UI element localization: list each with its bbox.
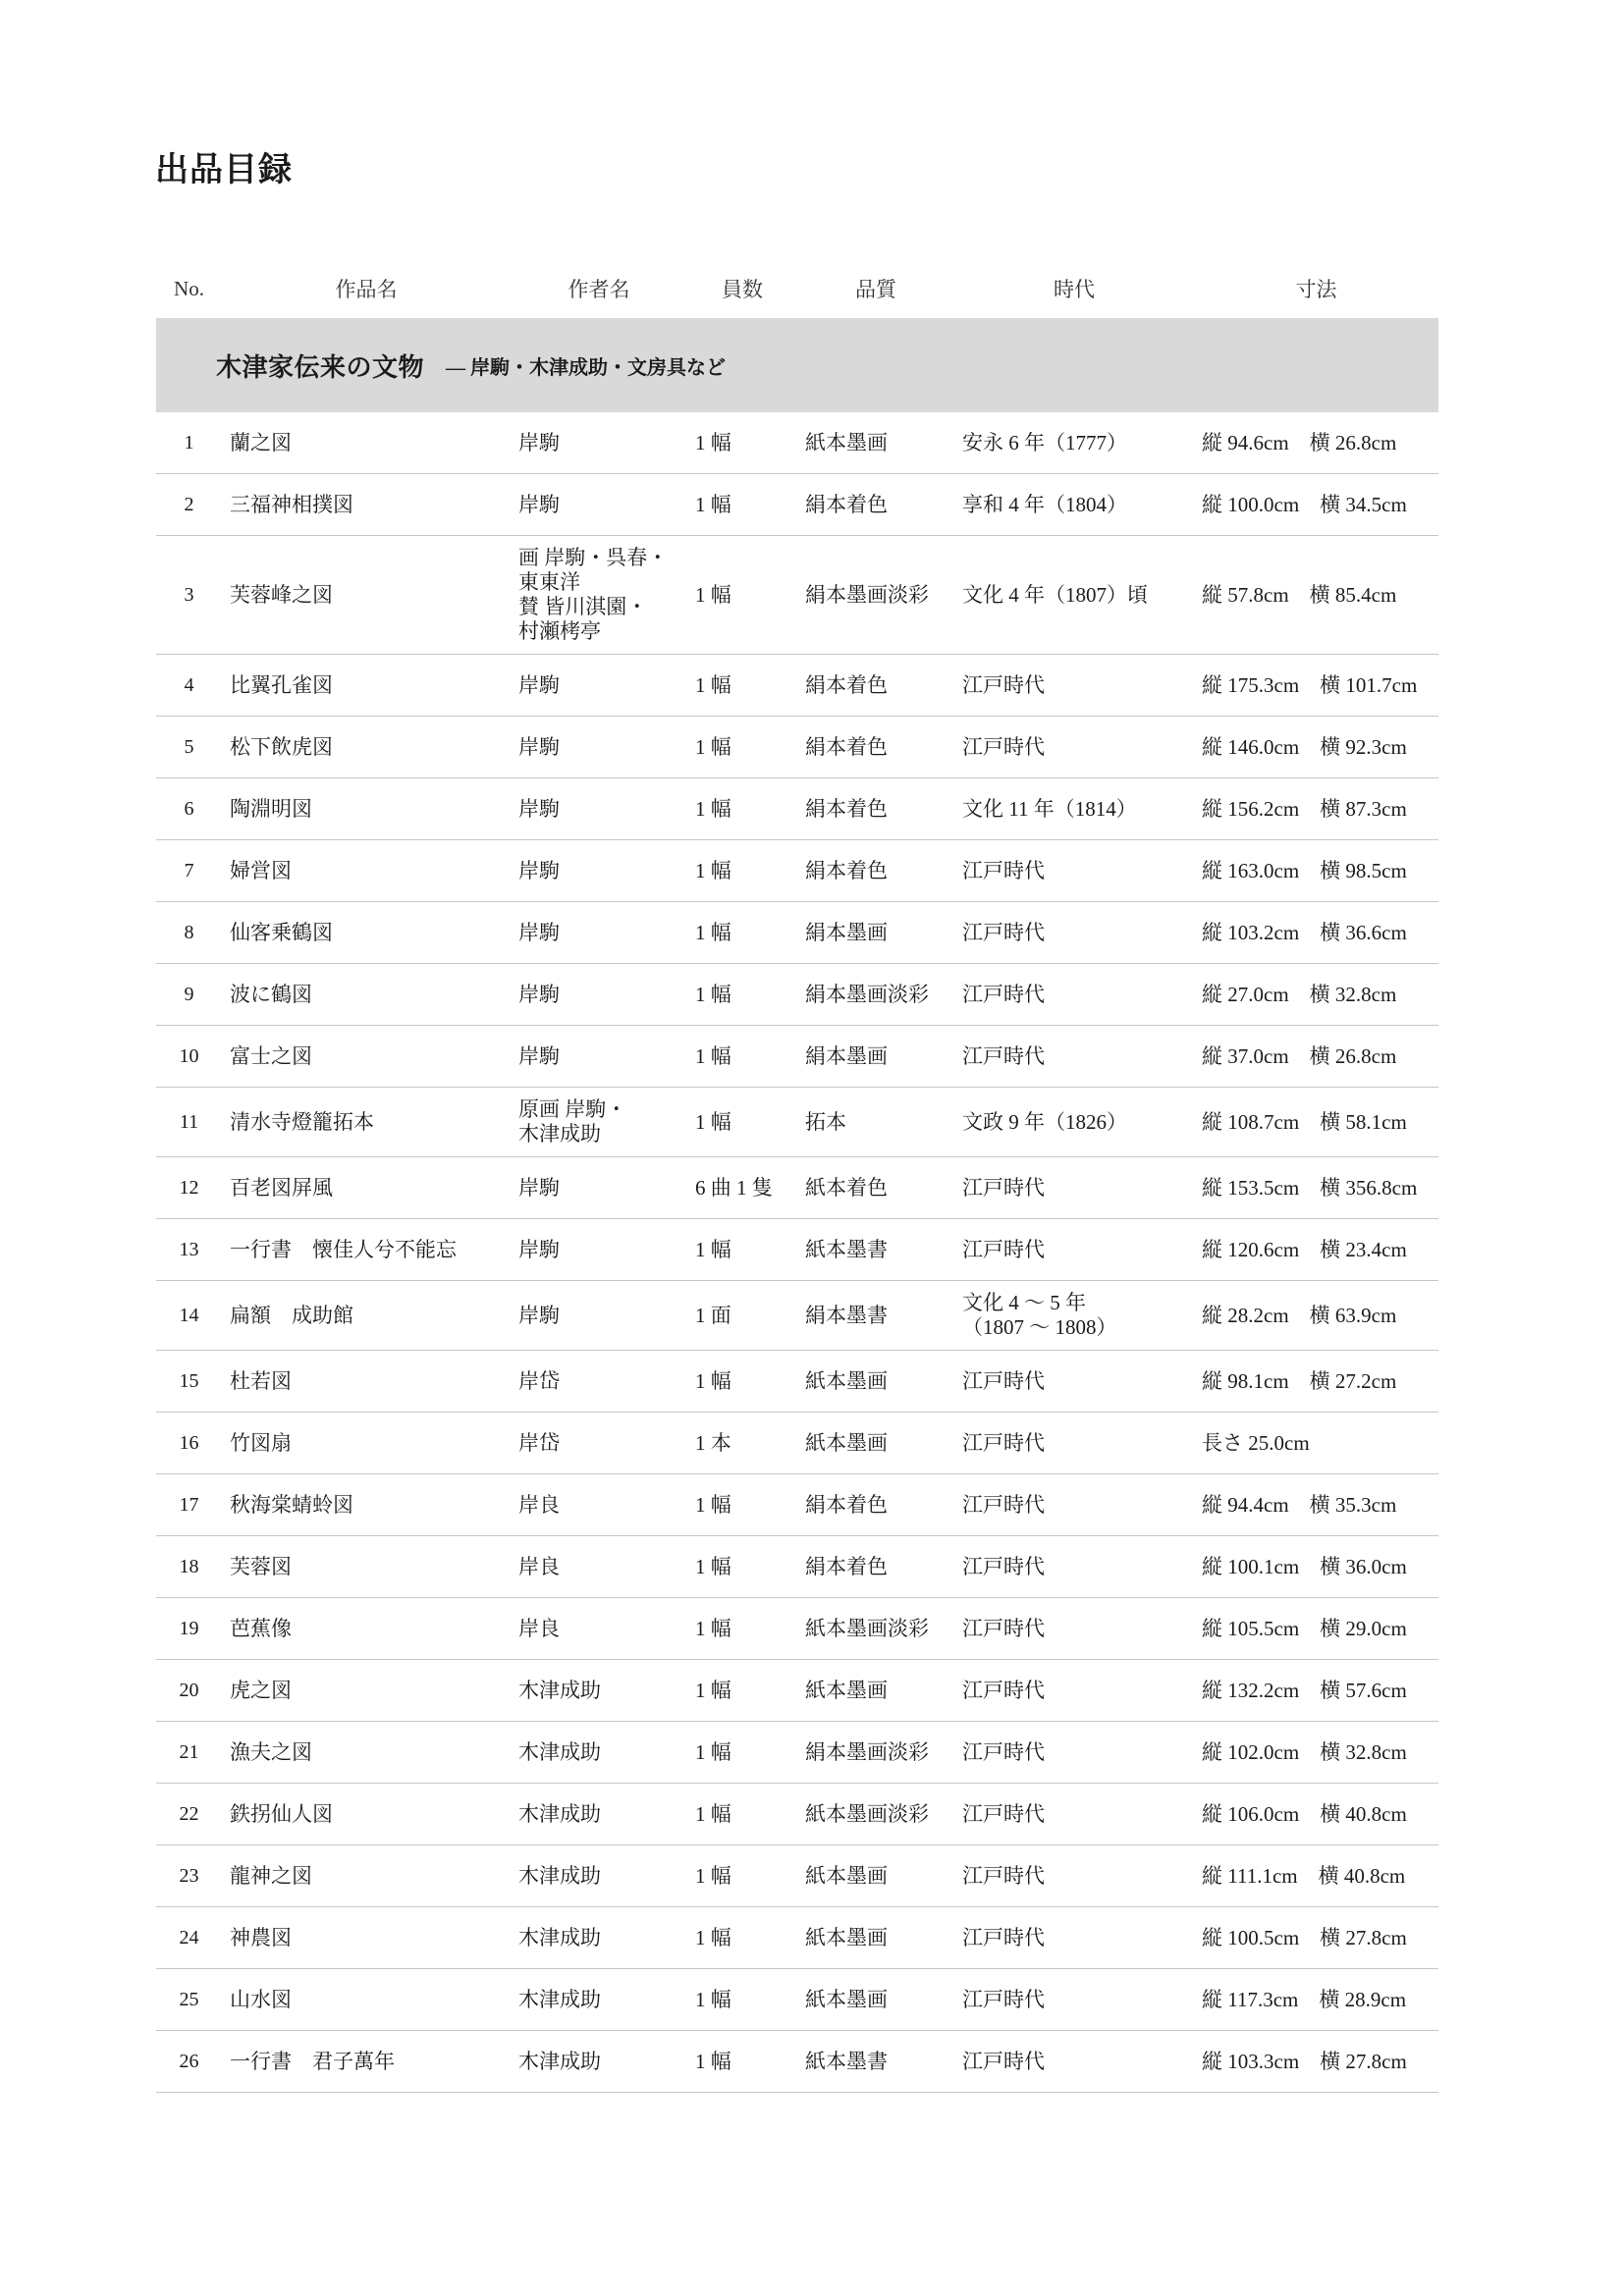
cell-title: 虎之図: [230, 1678, 292, 1702]
header-artist: 作者名: [568, 278, 630, 301]
cell-size: 縦 111.1cm 横 40.8cm: [1202, 1863, 1406, 1888]
cell-material: 絹本着色: [805, 672, 888, 697]
cell-title: 芙蓉図: [230, 1554, 292, 1578]
cell-title: 富士之図: [230, 1043, 312, 1068]
cell-artist: 木津成助: [518, 1678, 601, 1702]
cell-material: 紙本墨画: [805, 430, 888, 454]
cell-artist-line: 木津成助: [518, 1122, 601, 1146]
table-row: [156, 2031, 1438, 2093]
cell-no: 17: [179, 1493, 199, 1516]
cell-artist: 木津成助: [518, 1863, 601, 1888]
cell-material: 絹本着色: [805, 492, 888, 516]
cell-size: 縦 103.3cm 横 27.8cm: [1202, 2049, 1407, 2073]
table-header: [156, 265, 1438, 312]
cell-size: 縦 153.5cm 横 356.8cm: [1202, 1175, 1418, 1200]
cell-no: 5: [184, 735, 194, 758]
cell-artist: 岸駒: [518, 1175, 560, 1200]
cell-material: 絹本着色: [805, 796, 888, 821]
cell-title: 芭蕉像: [230, 1616, 292, 1640]
table-row: [156, 1598, 1438, 1660]
cell-no: 21: [179, 1740, 199, 1763]
cell-no: 13: [179, 1238, 199, 1260]
cell-period: 江戸時代: [962, 734, 1045, 759]
cell-period: 文化 11 年（1814）: [962, 796, 1137, 821]
cell-size: 縦 146.0cm 横 92.3cm: [1202, 734, 1407, 759]
cell-period: [954, 1291, 1194, 1340]
cell-artist-line: 村瀬栲亭: [518, 619, 601, 643]
cell-count: 1 幅: [695, 858, 731, 882]
cell-period: 江戸時代: [962, 1739, 1045, 1764]
cell-count: 1 幅: [695, 582, 731, 607]
cell-no: 8: [184, 921, 194, 943]
table-body: [156, 412, 1438, 2093]
cell-count: 1 面: [695, 1303, 731, 1327]
cell-size: 縦 94.6cm 横 26.8cm: [1202, 430, 1397, 454]
cell-no: 18: [179, 1555, 199, 1577]
cell-material: 絹本墨画: [805, 1043, 888, 1068]
cell-material: 絹本着色: [805, 1492, 888, 1517]
cell-size: 縦 102.0cm 横 32.8cm: [1202, 1739, 1407, 1764]
cell-period: 江戸時代: [962, 982, 1045, 1006]
cell-artist: 木津成助: [518, 1739, 601, 1764]
cell-count: 1 幅: [695, 1616, 731, 1640]
cell-no: 7: [184, 859, 194, 881]
cell-size: 縦 28.2cm 横 63.9cm: [1202, 1303, 1397, 1327]
cell-period: 江戸時代: [962, 1368, 1045, 1393]
section-band: [156, 318, 1438, 412]
cell-artist: 岸駒: [518, 734, 560, 759]
cell-size: 縦 105.5cm 横 29.0cm: [1202, 1616, 1407, 1640]
cell-period: 江戸時代: [962, 672, 1045, 697]
cell-period: 江戸時代: [962, 920, 1045, 944]
page-title: 出品目録: [155, 152, 293, 188]
cell-period: 江戸時代: [962, 1430, 1045, 1455]
cell-artist: 岸駒: [518, 492, 560, 516]
cell-title: 三福神相撲図: [230, 492, 353, 516]
cell-title: 扁額 成助館: [230, 1303, 353, 1327]
cell-title: 一行書 君子萬年: [230, 2049, 395, 2073]
cell-period-line: 文化 4 ～ 5 年: [962, 1291, 1086, 1314]
cell-artist: 岸駒: [518, 672, 560, 697]
cell-artist: 岸駒: [518, 920, 560, 944]
cell-artist: 岸良: [518, 1554, 560, 1578]
cell-material: 絹本墨書: [805, 1303, 888, 1327]
table-row: [156, 1413, 1438, 1474]
cell-size: 縦 27.0cm 横 32.8cm: [1202, 982, 1397, 1006]
section-subtitle: ― 岸駒・木津成助・文房具など: [446, 356, 727, 379]
cell-period: 安永 6 年（1777）: [962, 430, 1127, 454]
cell-no: 22: [179, 1802, 199, 1825]
cell-title: 秋海棠蜻蛉図: [230, 1492, 353, 1517]
table-row: [156, 840, 1438, 902]
cell-artist: 岸駒: [518, 430, 560, 454]
cell-title: 鉄拐仙人図: [230, 1801, 333, 1826]
cell-artist: 木津成助: [518, 1801, 601, 1826]
cell-no: 6: [184, 797, 194, 820]
header-count: 員数: [722, 278, 763, 301]
cell-period-line: （1807 ～ 1808）: [962, 1315, 1117, 1339]
cell-count: 1 幅: [695, 796, 731, 821]
cell-title: 比翼孔雀図: [230, 672, 333, 697]
cell-count: 1 幅: [695, 1368, 731, 1393]
cell-size: 縦 103.2cm 横 36.6cm: [1202, 920, 1407, 944]
cell-title: 陶淵明図: [230, 796, 312, 821]
cell-title: 神農図: [230, 1925, 292, 1949]
cell-count: 1 幅: [695, 672, 731, 697]
cell-material: 紙本墨画: [805, 1987, 888, 2011]
cell-no: 26: [179, 2050, 199, 2072]
cell-artist: 岸駒: [518, 982, 560, 1006]
cell-material: 紙本墨画淡彩: [805, 1616, 929, 1640]
cell-no: 2: [184, 493, 194, 515]
cell-count: 1 幅: [695, 1492, 731, 1517]
cell-artist-line: 東東洋: [518, 570, 580, 594]
cell-material: 紙本墨画: [805, 1863, 888, 1888]
cell-title: 波に鶴図: [230, 982, 312, 1006]
header-title: 作品名: [335, 278, 398, 301]
table-row: [156, 412, 1438, 474]
cell-material: 紙本墨画: [805, 1368, 888, 1393]
table-row: [156, 1660, 1438, 1722]
cell-title: 百老図屏風: [230, 1175, 333, 1200]
cell-count: 1 本: [695, 1430, 731, 1455]
cell-period: 江戸時代: [962, 1492, 1045, 1517]
cell-artist: [511, 546, 687, 644]
cell-period: 江戸時代: [962, 1554, 1045, 1578]
cell-count: 1 幅: [695, 1678, 731, 1702]
cell-material: 紙本墨画淡彩: [805, 1801, 929, 1826]
cell-no: 20: [179, 1679, 199, 1701]
cell-count: 1 幅: [695, 2049, 731, 2073]
cell-artist-line: 画 岸駒・呉春・: [518, 546, 669, 569]
cell-size: 縦 163.0cm 横 98.5cm: [1202, 858, 1407, 882]
cell-period: 文政 9 年（1826）: [962, 1109, 1127, 1134]
cell-count: 1 幅: [695, 1801, 731, 1826]
cell-size: 縦 37.0cm 横 26.8cm: [1202, 1043, 1397, 1068]
cell-material: 絹本着色: [805, 1554, 888, 1578]
cell-period: 江戸時代: [962, 1043, 1045, 1068]
cell-no: 23: [179, 1864, 199, 1887]
cell-size: 縦 132.2cm 横 57.6cm: [1202, 1678, 1407, 1702]
header-period: 時代: [1054, 278, 1095, 301]
cell-artist-line: 原画 岸駒・: [518, 1097, 627, 1121]
cell-title: 一行書 懐佳人兮不能忘: [230, 1237, 457, 1261]
cell-title: 漁夫之図: [230, 1739, 312, 1764]
cell-count: 1 幅: [695, 1043, 731, 1068]
cell-count: 1 幅: [695, 1739, 731, 1764]
cell-count: 6 曲 1 隻: [695, 1175, 773, 1200]
cell-title: 仙客乗鶴図: [230, 920, 333, 944]
cell-title: 杜若図: [230, 1368, 292, 1393]
cell-no: 24: [179, 1926, 199, 1949]
header-no: No.: [174, 276, 204, 300]
cell-count: 1 幅: [695, 734, 731, 759]
cell-count: 1 幅: [695, 982, 731, 1006]
cell-no: 10: [179, 1044, 199, 1067]
cell-size: 縦 100.5cm 横 27.8cm: [1202, 1925, 1407, 1949]
cell-no: 3: [184, 583, 194, 606]
table-row: [156, 964, 1438, 1026]
table-row: [156, 1474, 1438, 1536]
catalog-table: [156, 265, 1438, 2093]
cell-count: 1 幅: [695, 1237, 731, 1261]
table-row: [156, 717, 1438, 778]
cell-period: 江戸時代: [962, 858, 1045, 882]
cell-size: 縦 94.4cm 横 35.3cm: [1202, 1492, 1397, 1517]
table-row: [156, 1536, 1438, 1598]
cell-artist: 岸駒: [518, 796, 560, 821]
cell-size: 縦 156.2cm 横 87.3cm: [1202, 796, 1407, 821]
cell-no: 19: [179, 1617, 199, 1639]
cell-period: 江戸時代: [962, 1863, 1045, 1888]
cell-size: 縦 175.3cm 横 101.7cm: [1202, 672, 1418, 697]
cell-material: 絹本墨画淡彩: [805, 1739, 929, 1764]
cell-size: 縦 100.1cm 横 36.0cm: [1202, 1554, 1407, 1578]
cell-title: 龍神之図: [230, 1863, 312, 1888]
cell-artist: 木津成助: [518, 2049, 601, 2073]
table-row: [156, 778, 1438, 840]
cell-count: 1 幅: [695, 492, 731, 516]
cell-title: 山水図: [230, 1987, 292, 2011]
cell-title: 竹図扇: [230, 1430, 292, 1455]
cell-size: 長さ 25.0cm: [1202, 1430, 1310, 1455]
cell-no: 25: [179, 1988, 199, 2010]
cell-no: 14: [179, 1304, 199, 1326]
cell-no: 15: [179, 1369, 199, 1392]
cell-count: 1 幅: [695, 920, 731, 944]
cell-no: 16: [179, 1431, 199, 1454]
cell-material: 拓本: [805, 1109, 846, 1134]
table-row: [156, 1088, 1438, 1157]
cell-count: 1 幅: [695, 1863, 731, 1888]
cell-period: 江戸時代: [962, 1925, 1045, 1949]
table-row: [156, 1281, 1438, 1351]
cell-material: 紙本墨画: [805, 1678, 888, 1702]
cell-artist: 岸駒: [518, 1237, 560, 1261]
cell-count: 1 幅: [695, 1109, 731, 1134]
cell-size: 縦 100.0cm 横 34.5cm: [1202, 492, 1407, 516]
cell-period: 江戸時代: [962, 2049, 1045, 2073]
table-row: [156, 1219, 1438, 1281]
cell-artist: 木津成助: [518, 1987, 601, 2011]
cell-artist: 岸良: [518, 1492, 560, 1517]
cell-size: 縦 108.7cm 横 58.1cm: [1202, 1109, 1407, 1134]
table-row: [156, 1969, 1438, 2031]
cell-material: 紙本墨画: [805, 1925, 888, 1949]
cell-size: 縦 117.3cm 横 28.9cm: [1202, 1987, 1407, 2011]
cell-material: 絹本着色: [805, 734, 888, 759]
header-size: 寸法: [1295, 278, 1337, 301]
cell-count: 1 幅: [695, 430, 731, 454]
cell-title: 芙蓉峰之図: [230, 582, 333, 607]
cell-size: 縦 120.6cm 横 23.4cm: [1202, 1237, 1407, 1261]
header-material: 品質: [855, 278, 896, 301]
table-row: [156, 1157, 1438, 1219]
cell-material: 紙本着色: [805, 1175, 888, 1200]
cell-material: 紙本墨書: [805, 1237, 888, 1261]
cell-artist: 岸良: [518, 1616, 560, 1640]
cell-size: 縦 98.1cm 横 27.2cm: [1202, 1368, 1397, 1393]
cell-material: 紙本墨画: [805, 1430, 888, 1455]
cell-size: 縦 106.0cm 横 40.8cm: [1202, 1801, 1407, 1826]
cell-period: 江戸時代: [962, 1987, 1045, 2011]
cell-artist: 岸駒: [518, 1303, 560, 1327]
cell-artist: 木津成助: [518, 1925, 601, 1949]
cell-period: 江戸時代: [962, 1678, 1045, 1702]
cell-period: 江戸時代: [962, 1616, 1045, 1640]
cell-title: 清水寺燈籠拓本: [230, 1109, 374, 1134]
cell-artist: 岸岱: [518, 1368, 560, 1393]
cell-title: 蘭之図: [230, 430, 292, 454]
cell-period: 江戸時代: [962, 1801, 1045, 1826]
cell-artist-line: 賛 皆川淇園・: [518, 595, 648, 618]
table-row: [156, 1784, 1438, 1845]
cell-artist: 岸駒: [518, 858, 560, 882]
table-row: [156, 1722, 1438, 1784]
cell-material: 絹本墨画淡彩: [805, 582, 929, 607]
cell-count: 1 幅: [695, 1554, 731, 1578]
table-row: [156, 1907, 1438, 1969]
table-row: [156, 536, 1438, 655]
cell-period: 文化 4 年（1807）頃: [962, 582, 1148, 607]
cell-no: 4: [184, 673, 194, 696]
table-row: [156, 1845, 1438, 1907]
cell-count: 1 幅: [695, 1925, 731, 1949]
cell-title: 松下飲虎図: [230, 734, 333, 759]
cell-title: 婦営図: [230, 858, 292, 882]
cell-period: 享和 4 年（1804）: [962, 492, 1127, 516]
table-row: [156, 474, 1438, 536]
table-row: [156, 1026, 1438, 1088]
cell-size: 縦 57.8cm 横 85.4cm: [1202, 582, 1397, 607]
section-title: 木津家伝来の文物: [216, 352, 425, 382]
cell-no: 11: [179, 1110, 199, 1133]
cell-material: 絹本墨画淡彩: [805, 982, 929, 1006]
table-row: [156, 902, 1438, 964]
cell-material: 絹本墨画: [805, 920, 888, 944]
cell-artist: 岸岱: [518, 1430, 560, 1455]
cell-no: 12: [179, 1176, 199, 1199]
cell-period: 江戸時代: [962, 1237, 1045, 1261]
cell-artist: 岸駒: [518, 1043, 560, 1068]
cell-no: 1: [184, 431, 194, 454]
cell-no: 9: [184, 983, 194, 1005]
table-row: [156, 655, 1438, 717]
table-row: [156, 1351, 1438, 1413]
cell-count: 1 幅: [695, 1987, 731, 2011]
cell-period: 江戸時代: [962, 1175, 1045, 1200]
cell-material: 絹本着色: [805, 858, 888, 882]
cell-material: 紙本墨書: [805, 2049, 888, 2073]
cell-artist: [511, 1097, 687, 1147]
